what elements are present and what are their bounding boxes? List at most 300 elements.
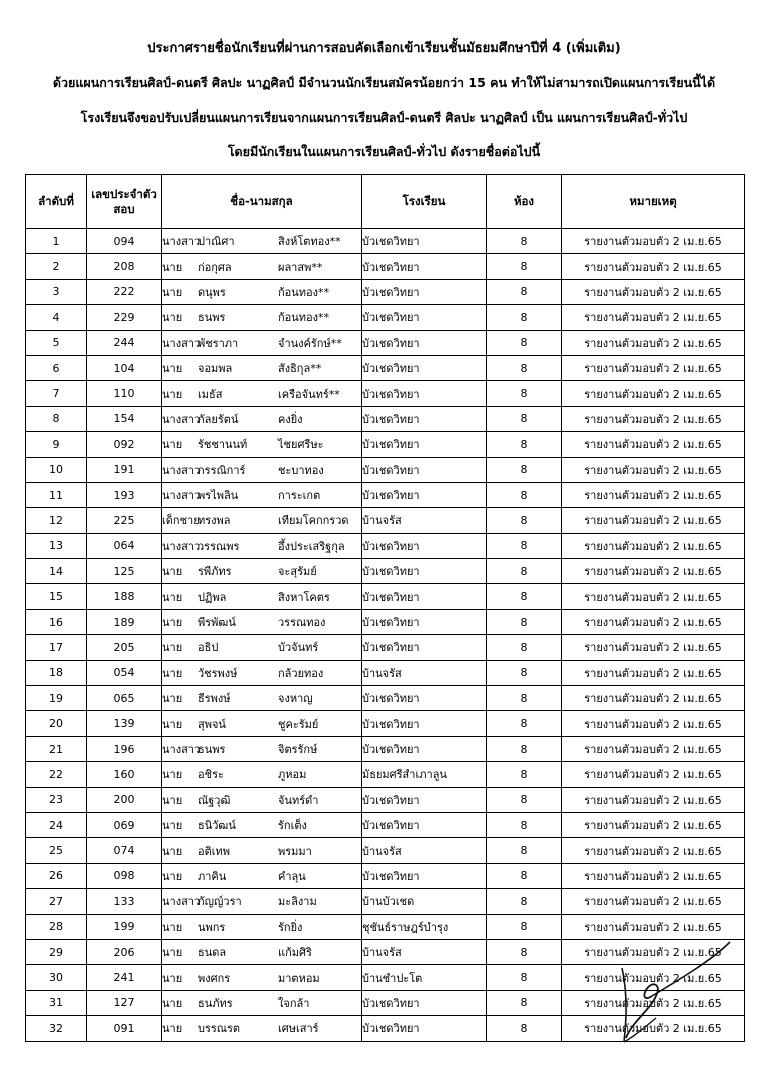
cell-exam-number: 065 <box>87 686 162 711</box>
first-name: อธิป <box>198 641 219 655</box>
cell-exam-number: 054 <box>87 660 162 685</box>
last-name: วรรณทอง <box>278 616 326 630</box>
cell-name <box>162 457 362 482</box>
cell-name <box>162 305 362 330</box>
cell-exam-number: 098 <box>87 863 162 888</box>
cell-remark: รายงานตัวมอบตัว 2 เม.ย.65 <box>562 889 745 914</box>
first-name: รพีภัทร <box>198 565 232 579</box>
name-title: นาย <box>162 869 183 883</box>
cell-name <box>162 229 362 254</box>
cell-remark: รายงานตัวมอบตัว 2 เม.ย.65 <box>562 736 745 761</box>
cell-room: 8 <box>487 305 562 330</box>
cell-exam-number: 200 <box>87 787 162 812</box>
cell-room: 8 <box>487 914 562 939</box>
name-title: นาย <box>162 590 183 604</box>
cell-remark: รายงานตัวมอบตัว 2 เม.ย.65 <box>562 711 745 736</box>
cell-name <box>162 889 362 914</box>
last-name: แก้มศิริ <box>278 946 312 960</box>
table-row <box>26 635 745 660</box>
cell-room: 8 <box>487 584 562 609</box>
name-title: นาย <box>162 565 183 579</box>
cell-school: บ้านบัวเชด <box>362 889 487 914</box>
name-title: นาย <box>162 362 183 376</box>
cell-exam-number: 206 <box>87 939 162 964</box>
first-name: พัชราภา <box>198 336 239 350</box>
cell-exam-number: 110 <box>87 381 162 406</box>
cell-room: 8 <box>487 889 562 914</box>
first-name: ดนุพร <box>198 285 226 299</box>
cell-remark: รายงานตัวมอบตัว 2 เม.ย.65 <box>562 305 745 330</box>
header-name: ชื่อ-นามสกุล <box>162 175 362 229</box>
cell-order: 15 <box>26 584 87 609</box>
cell-remark: รายงานตัวมอบตัว 2 เม.ย.65 <box>562 762 745 787</box>
cell-exam-number: 139 <box>87 711 162 736</box>
cell-room: 8 <box>487 965 562 990</box>
first-name: ปาณิศา <box>198 235 235 249</box>
cell-school: บัวเชดวิทยา <box>362 863 487 888</box>
table-row <box>26 787 745 812</box>
cell-remark: รายงานตัวมอบตัว 2 เม.ย.65 <box>562 482 745 507</box>
cell-name <box>162 939 362 964</box>
cell-exam-number: 094 <box>87 229 162 254</box>
last-name: ชะบาทอง <box>278 463 324 477</box>
cell-exam-number: 244 <box>87 330 162 355</box>
cell-school: บัวเชดวิทยา <box>362 229 487 254</box>
cell-order: 16 <box>26 609 87 634</box>
last-name: ภูหอม <box>278 768 307 782</box>
name-title: นาย <box>162 819 183 833</box>
first-name: ทรงพล <box>198 514 231 528</box>
cell-order: 6 <box>26 355 87 380</box>
last-name: มะลิงาม <box>278 895 317 909</box>
table-row <box>26 381 745 406</box>
cell-school: บัวเชดวิทยา <box>362 482 487 507</box>
cell-name <box>162 584 362 609</box>
cell-exam-number: 199 <box>87 914 162 939</box>
cell-school: บัวเชดวิทยา <box>362 584 487 609</box>
cell-remark: รายงานตัวมอบตัว 2 เม.ย.65 <box>562 559 745 584</box>
table-row <box>26 508 745 533</box>
cell-remark: รายงานตัวมอบตัว 2 เม.ย.65 <box>562 279 745 304</box>
cell-remark: รายงานตัวมอบตัว 2 เม.ย.65 <box>562 812 745 837</box>
cell-remark: รายงานตัวมอบตัว 2 เม.ย.65 <box>562 787 745 812</box>
cell-exam-number: 064 <box>87 533 162 558</box>
cell-school: บัวเชดวิทยา <box>362 330 487 355</box>
cell-order: 3 <box>26 279 87 304</box>
cell-exam-number: 241 <box>87 965 162 990</box>
cell-name <box>162 330 362 355</box>
name-title: นางสาว <box>162 235 201 249</box>
cell-order: 22 <box>26 762 87 787</box>
cell-name <box>162 559 362 584</box>
cell-exam-number: 091 <box>87 1016 162 1041</box>
cell-school: บัวเชดวิทยา <box>362 736 487 761</box>
cell-school: บัวเชดวิทยา <box>362 533 487 558</box>
cell-name <box>162 990 362 1015</box>
cell-school: บ้านชำปะโต <box>362 965 487 990</box>
first-name: กรรณิการ์ <box>198 463 246 477</box>
cell-room: 8 <box>487 787 562 812</box>
last-name: สังธิกุล** <box>278 362 322 376</box>
table-row <box>26 838 745 863</box>
table-row <box>26 660 745 685</box>
cell-name <box>162 432 362 457</box>
first-name: จอมพล <box>198 362 233 376</box>
cell-school: บ้านจรัส <box>362 660 487 685</box>
table-row <box>26 279 745 304</box>
first-name: วรรณพร <box>198 539 240 553</box>
cell-school: บัวเชดวิทยา <box>362 559 487 584</box>
name-title: นางสาว <box>162 336 201 350</box>
cell-school: บัวเชดวิทยา <box>362 812 487 837</box>
cell-order: 27 <box>26 889 87 914</box>
cell-order: 20 <box>26 711 87 736</box>
cell-remark: รายงานตัวมอบตัว 2 เม.ย.65 <box>562 330 745 355</box>
cell-room: 8 <box>487 355 562 380</box>
table-header-row <box>26 175 745 229</box>
first-name: วัชรพงษ์ <box>198 666 238 680</box>
cell-order: 17 <box>26 635 87 660</box>
name-title: นาย <box>162 616 183 630</box>
name-title: นางสาว <box>162 895 201 909</box>
name-title: นาย <box>162 793 183 807</box>
last-name: ก้อนทอง** <box>278 285 330 299</box>
cell-name <box>162 914 362 939</box>
header-school: โรงเรียน <box>362 175 487 229</box>
cell-school: บัวเชดวิทยา <box>362 406 487 431</box>
last-name: พรมมา <box>278 844 312 858</box>
cell-room: 8 <box>487 762 562 787</box>
cell-remark: รายงานตัวมอบตัว 2 เม.ย.65 <box>562 686 745 711</box>
first-name: ธนดล <box>198 946 227 960</box>
first-name: ณัฐวุฒิ <box>198 793 231 807</box>
name-title: นางสาว <box>162 489 201 503</box>
cell-exam-number: 069 <box>87 812 162 837</box>
cell-order: 24 <box>26 812 87 837</box>
cell-order: 9 <box>26 432 87 457</box>
first-name: ธนพร <box>198 311 226 325</box>
table-row <box>26 305 745 330</box>
first-name: ธีรพงษ์ <box>198 692 231 706</box>
cell-order: 29 <box>26 939 87 964</box>
first-name: พงศกร <box>198 971 231 985</box>
header-exam-number-line-1: เลขประจำตัว <box>91 186 157 201</box>
cell-remark: รายงานตัวมอบตัว 2 เม.ย.65 <box>562 432 745 457</box>
cell-name <box>162 863 362 888</box>
cell-exam-number: 104 <box>87 355 162 380</box>
cell-school: บัวเชดวิทยา <box>362 355 487 380</box>
name-title: นาย <box>162 641 183 655</box>
cell-school: บัวเชดวิทยา <box>362 381 487 406</box>
cell-remark: รายงานตัวมอบตัว 2 เม.ย.65 <box>562 355 745 380</box>
name-title: นาย <box>162 438 183 452</box>
cell-room: 8 <box>487 990 562 1015</box>
table-row <box>26 889 745 914</box>
last-name: เศษเสาร์ <box>278 1022 319 1036</box>
cell-exam-number: 205 <box>87 635 162 660</box>
first-name: ธนพร <box>198 743 226 756</box>
cell-name <box>162 660 362 685</box>
cell-remark: รายงานตัวมอบตัว 2 เม.ย.65 <box>562 584 745 609</box>
last-name: รักเต็ง <box>278 819 307 833</box>
last-name: คำลุน <box>278 869 306 883</box>
cell-room: 8 <box>487 635 562 660</box>
name-title: นาย <box>162 387 183 401</box>
name-title: นางสาว <box>162 539 201 553</box>
cell-exam-number: 222 <box>87 279 162 304</box>
cell-remark: รายงานตัวมอบตัว 2 เม.ย.65 <box>562 229 745 254</box>
last-name: ก้อนทอง** <box>278 311 330 325</box>
announcement-line-3: โรงเรียนจึงขอปรับเปลี่ยนแผนการเรียนจากแผนการเรียนศิลป์-ดนตรี ศิลปะ นาฏศิลป์ เป็น แผนการเรียนศิลป์-ทั่วไป <box>80 110 688 125</box>
last-name: ผลาสพ** <box>278 260 323 274</box>
cell-exam-number: 188 <box>87 584 162 609</box>
name-title: นางสาว <box>162 743 201 756</box>
cell-order: 18 <box>26 660 87 685</box>
first-name: ธนภัทร <box>198 996 233 1010</box>
name-title: นาย <box>162 666 183 680</box>
cell-exam-number: 074 <box>87 838 162 863</box>
first-name: พีรพัฒน์ <box>198 616 236 630</box>
cell-exam-number: 191 <box>87 457 162 482</box>
cell-room: 8 <box>487 381 562 406</box>
last-name: การะเกต <box>278 489 321 503</box>
cell-remark: รายงานตัวมอบตัว 2 เม.ย.65 <box>562 863 745 888</box>
header-remark: หมายเหตุ <box>562 175 745 229</box>
first-name: นพกร <box>198 920 226 934</box>
cell-remark: รายงานตัวมอบตัว 2 เม.ย.65 <box>562 533 745 558</box>
cell-name <box>162 609 362 634</box>
cell-order: 23 <box>26 787 87 812</box>
last-name: สิงห์โตทอง** <box>278 235 341 249</box>
cell-remark: รายงานตัวมอบตัว 2 เม.ย.65 <box>562 838 745 863</box>
cell-room: 8 <box>487 1016 562 1041</box>
announcement-line-4: โดยมีนักเรียนในแผนการเรียนศิลป์-ทั่วไป ดังรายชื่อต่อไปนี้ <box>227 144 541 159</box>
cell-name <box>162 812 362 837</box>
cell-room: 8 <box>487 939 562 964</box>
cell-name <box>162 254 362 279</box>
cell-name <box>162 711 362 736</box>
cell-name <box>162 508 362 533</box>
table-row <box>26 863 745 888</box>
last-name: จิตรรักษ์ <box>278 743 318 756</box>
table-row <box>26 609 745 634</box>
cell-name <box>162 762 362 787</box>
cell-exam-number: 125 <box>87 559 162 584</box>
last-name: จะสุรัมย์ <box>278 565 317 579</box>
cell-order: 1 <box>26 229 87 254</box>
first-name: กัญญ์วรา <box>198 895 242 909</box>
cell-school: บัวเชดวิทยา <box>362 1016 487 1041</box>
cell-room: 8 <box>487 609 562 634</box>
cell-name <box>162 686 362 711</box>
cell-exam-number: 154 <box>87 406 162 431</box>
cell-name <box>162 381 362 406</box>
cell-room: 8 <box>487 508 562 533</box>
cell-name <box>162 482 362 507</box>
name-title: นาย <box>162 971 183 985</box>
cell-exam-number: 127 <box>87 990 162 1015</box>
cell-name <box>162 635 362 660</box>
cell-school: มัธยมศรีสำเภาลูน <box>362 762 487 787</box>
cell-order: 14 <box>26 559 87 584</box>
last-name: มาตหอม <box>278 971 320 985</box>
cell-remark: รายงานตัวมอบตัว 2 เม.ย.65 <box>562 1016 745 1041</box>
name-title: นาย <box>162 285 183 299</box>
table-row <box>26 355 745 380</box>
cell-school: บัวเชดวิทยา <box>362 686 487 711</box>
table-row <box>26 914 745 939</box>
cell-room: 8 <box>487 406 562 431</box>
cell-remark: รายงานตัวมอบตัว 2 เม.ย.65 <box>562 939 745 964</box>
cell-remark: รายงานตัวมอบตัว 2 เม.ย.65 <box>562 609 745 634</box>
table-row <box>26 762 745 787</box>
table-row <box>26 711 745 736</box>
first-name: รัชชานนท์ <box>198 438 248 452</box>
cell-school: บ้านจรัส <box>362 508 487 533</box>
table-row <box>26 812 745 837</box>
cell-remark: รายงานตัวมอบตัว 2 เม.ย.65 <box>562 457 745 482</box>
cell-room: 8 <box>487 279 562 304</box>
last-name: ชูคะรัมย์ <box>278 717 319 731</box>
cell-order: 11 <box>26 482 87 507</box>
cell-name <box>162 533 362 558</box>
cell-room: 8 <box>487 229 562 254</box>
cell-school: บัวเชดวิทยา <box>362 254 487 279</box>
last-name: บัวจันทร์ <box>278 641 319 655</box>
table-row <box>26 686 745 711</box>
table-row <box>26 254 745 279</box>
cell-remark: รายงานตัวมอบตัว 2 เม.ย.65 <box>562 965 745 990</box>
cell-remark: รายงานตัวมอบตัว 2 เม.ย.65 <box>562 635 745 660</box>
first-name: ก่อกุศล <box>198 260 232 274</box>
first-name: บรรณรต <box>198 1022 241 1036</box>
first-name: เมธัส <box>198 387 223 401</box>
announcement-title: ประกาศรายชื่อนักเรียนที่ผ่านการสอบคัดเลือกเข้าเรียนชั้นมัธยมศึกษาปีที่ 4 (เพิ่มเติม) <box>147 41 621 56</box>
cell-room: 8 <box>487 736 562 761</box>
announcement-line-2: ด้วยแผนการเรียนศิลป์-ดนตรี ศิลปะ นาฏศิลป์ มีจำนวนนักเรียนสมัครน้อยกว่า 15 คน ทำให้ไม่สามารถเปิดแผนการเรียนนี้ได้ <box>52 75 716 90</box>
header-room: ห้อง <box>487 175 562 229</box>
last-name: เครือจันทร์** <box>278 387 340 401</box>
name-title: นาย <box>162 260 183 274</box>
name-title: นาย <box>162 1022 183 1036</box>
cell-school: บัวเชดวิทยา <box>362 990 487 1015</box>
cell-remark: รายงานตัวมอบตัว 2 เม.ย.65 <box>562 660 745 685</box>
header-exam-number-line-2: สอบ <box>113 201 135 216</box>
cell-name <box>162 279 362 304</box>
cell-name <box>162 355 362 380</box>
name-title: นางสาว <box>162 463 201 477</box>
cell-school: บัวเชดวิทยา <box>362 305 487 330</box>
cell-school: บัวเชดวิทยา <box>362 432 487 457</box>
cell-exam-number: 196 <box>87 736 162 761</box>
cell-name <box>162 965 362 990</box>
cell-name <box>162 787 362 812</box>
cell-order: 13 <box>26 533 87 558</box>
cell-room: 8 <box>487 559 562 584</box>
cell-order: 10 <box>26 457 87 482</box>
first-name: ปฏิพล <box>198 590 227 604</box>
cell-order: 31 <box>26 990 87 1015</box>
name-title: นาย <box>162 996 183 1010</box>
cell-name <box>162 838 362 863</box>
cell-exam-number: 160 <box>87 762 162 787</box>
last-name: คงยิ่ง <box>278 412 303 426</box>
cell-remark: รายงานตัวมอบตัว 2 เม.ย.65 <box>562 406 745 431</box>
handwritten-signature <box>612 938 742 1048</box>
cell-order: 19 <box>26 686 87 711</box>
cell-order: 8 <box>26 406 87 431</box>
last-name: ไชยศรีษะ <box>278 438 324 452</box>
cell-room: 8 <box>487 812 562 837</box>
last-name: อึ้งประเสริฐกุล <box>278 539 345 553</box>
cell-name <box>162 1016 362 1041</box>
first-name: อชิระ <box>198 768 224 782</box>
table-row <box>26 229 745 254</box>
cell-exam-number: 208 <box>87 254 162 279</box>
table-row <box>26 330 745 355</box>
header-exam-number <box>87 175 162 229</box>
cell-room: 8 <box>487 711 562 736</box>
first-name: พรไพลิน <box>198 489 239 503</box>
table-row <box>26 457 745 482</box>
cell-school: บัวเชดวิทยา <box>362 457 487 482</box>
cell-school: บัวเชดวิทยา <box>362 279 487 304</box>
cell-exam-number: 189 <box>87 609 162 634</box>
cell-order: 30 <box>26 965 87 990</box>
last-name: เทียมโคกกรวด <box>278 514 349 528</box>
cell-room: 8 <box>487 432 562 457</box>
cell-room: 8 <box>487 254 562 279</box>
header-order: ลำดับที่ <box>26 175 87 229</box>
cell-remark: รายงานตัวมอบตัว 2 เม.ย.65 <box>562 381 745 406</box>
name-title: นาย <box>162 920 183 934</box>
cell-order: 4 <box>26 305 87 330</box>
cell-remark: รายงานตัวมอบตัว 2 เม.ย.65 <box>562 254 745 279</box>
cell-order: 26 <box>26 863 87 888</box>
cell-order: 25 <box>26 838 87 863</box>
cell-school: ชุชันธ์ราษฎร์บำรุง <box>362 914 487 939</box>
cell-exam-number: 229 <box>87 305 162 330</box>
cell-room: 8 <box>487 863 562 888</box>
table-row <box>26 559 745 584</box>
cell-school: บัวเชดวิทยา <box>362 635 487 660</box>
last-name: ใจกล้า <box>278 996 310 1010</box>
last-name: จำนงค์รักษ์** <box>278 336 342 350</box>
first-name: ธนิวัฒน์ <box>198 819 236 833</box>
cell-school: บ้านจรัส <box>362 939 487 964</box>
last-name: จงหาญ <box>278 692 313 706</box>
table-row <box>26 406 745 431</box>
cell-school: บัวเชดวิทยา <box>362 711 487 736</box>
name-title: นางสาว <box>162 412 201 426</box>
name-title: นาย <box>162 311 183 325</box>
cell-school: บัวเชดวิทยา <box>362 609 487 634</box>
cell-name <box>162 406 362 431</box>
student-table <box>25 174 745 1042</box>
first-name: อติเทพ <box>198 844 231 858</box>
name-title: เด็กชาย <box>162 514 200 528</box>
cell-room: 8 <box>487 330 562 355</box>
cell-room: 8 <box>487 660 562 685</box>
cell-order: 28 <box>26 914 87 939</box>
name-title: นาย <box>162 692 183 706</box>
name-title: นาย <box>162 946 183 960</box>
cell-order: 2 <box>26 254 87 279</box>
cell-order: 7 <box>26 381 87 406</box>
cell-remark: รายงานตัวมอบตัว 2 เม.ย.65 <box>562 508 745 533</box>
cell-exam-number: 193 <box>87 482 162 507</box>
last-name: สิงหาโคตร <box>278 590 330 604</box>
